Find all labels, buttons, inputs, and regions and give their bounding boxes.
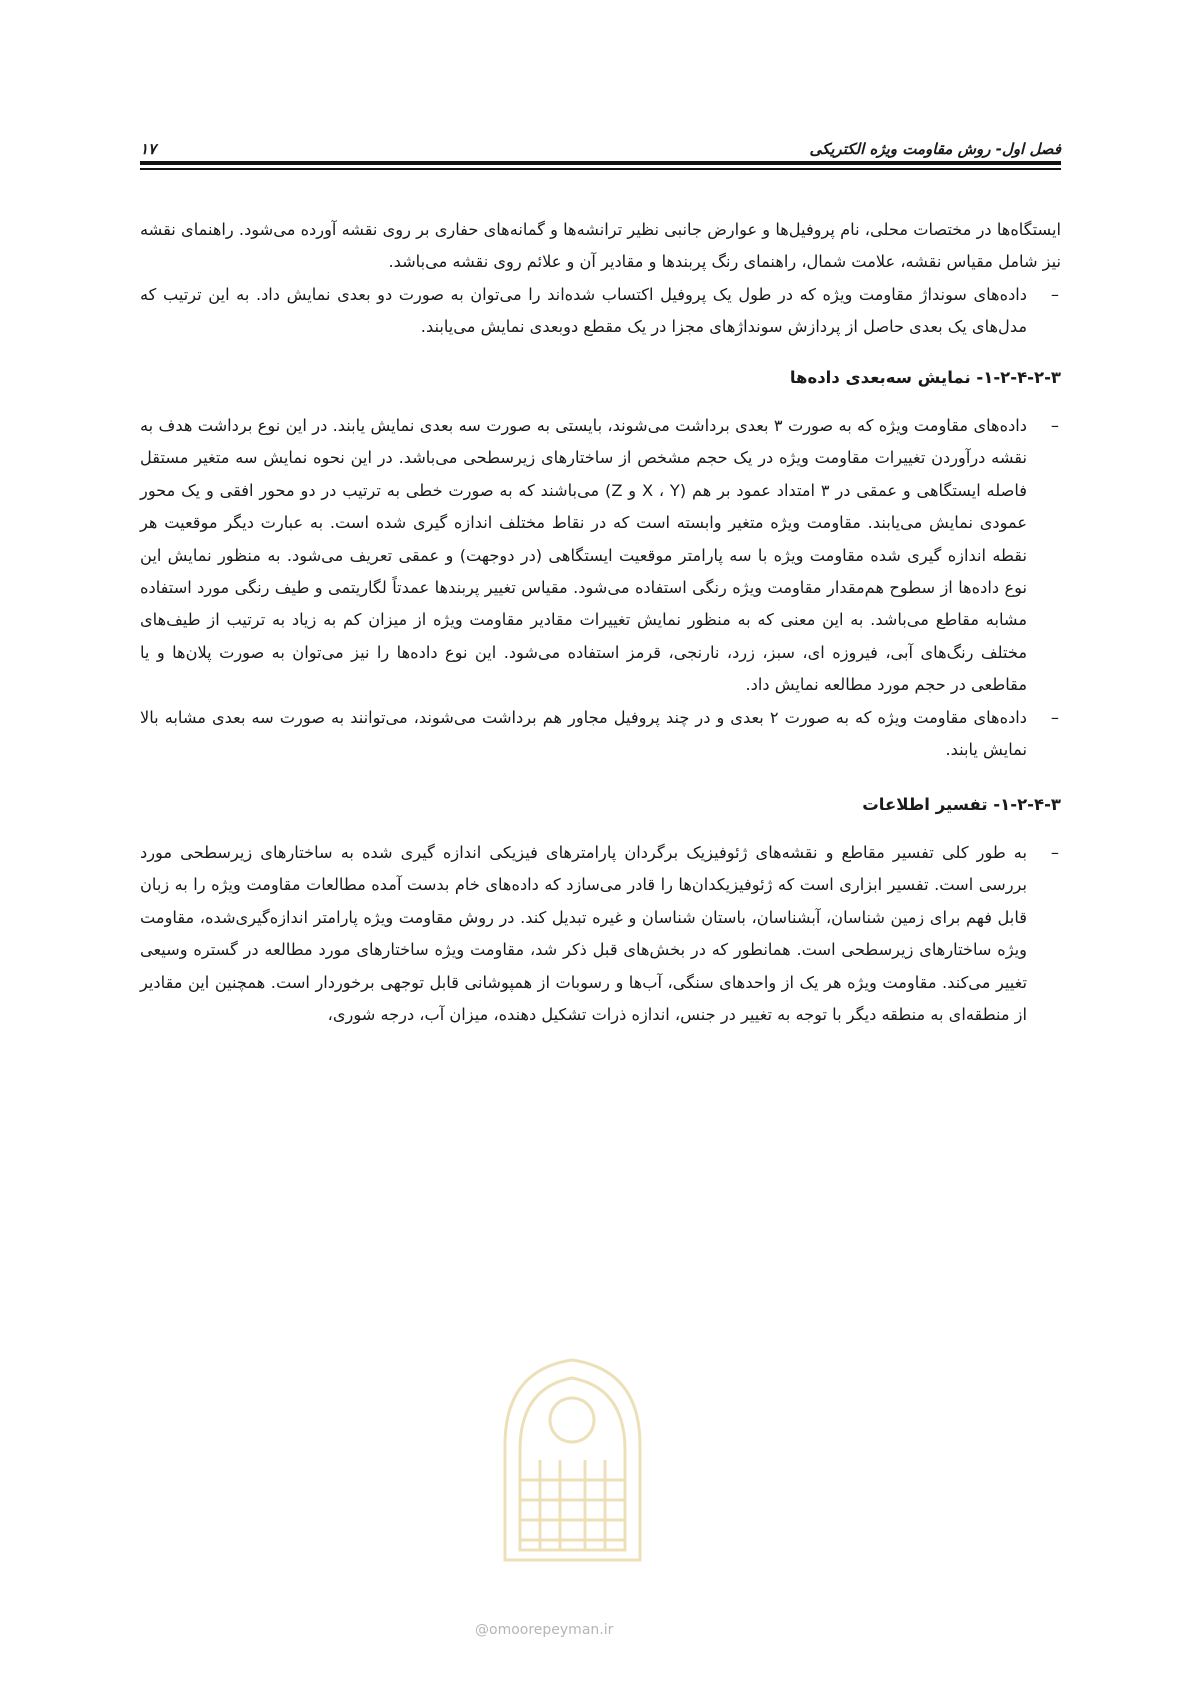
section-heading-3d-display: ۱-۲-۴-۲-۳- نمایش سه‌بعدی داده‌ها	[789, 367, 1061, 387]
page-number: ۱۷	[140, 140, 157, 158]
intro-bullet	[140, 279, 1061, 344]
section1-bullet-2	[140, 702, 1061, 767]
watermark-site-url: @omoorepeyman.ir	[475, 1622, 614, 1638]
section2-bullet-1	[140, 837, 1061, 1031]
dash-marker: –	[1050, 284, 1059, 304]
dash-marker: –	[1050, 416, 1059, 436]
bullet-text: داده‌های مقاومت ویژه که به صورت ۳ بعدی برداشت می‌شوند، بایستی به صورت سه بعدی نمایش یابند. در این نوع برداشت هدف به نقشه درآوردن تغییرات مقاومت ویژه در یک حجم مشخص از ساختارهای زیرسطحی می‌باشد. در این نحوه نمایش سه متغیر مستقل فاصله ایستگاهی و عمقی در ۳ امتداد عمود بر هم (X ، Y و Z) می‌باشند که به صورت خطی به ترتیب در دو محور افقی و یک محور عمودی نمایش می‌یابند. مقاومت ویژه متغیر وابسته است که در نقاط مختلف اندازه گیری شده است. به عبارت دیگر موقعیت هر نقطه اندازه گیری شده مقاومت ویژه با سه پارامتر موقعیت ایستگاهی (در دوجهت) و عمقی تعریف می‌شود. به منظور نمایش این نوع داده‌ها از سطوح هم‌مقدار مقاومت ویژه رنگی استفاده می‌شود. مقیاس تغییر پربندها عمدتاً لگاریتمی و طیف رنگی مورد استفاده مشابه مقاطع می‌باشد. به این معنی که به منظور نمایش تغییرات مقادیر مقاومت ویژه از میزان کم به زیاد به ترتیب از طیف‌های مختلف رنگ‌های آبی، فیروزه ای، سبز، زرد، نارنجی، قرمز استفاده می‌شود. این نوع داده‌ها را نیز می‌توان به صورت پلان‌ها و یا مقاطعی در حجم مورد مطالعه نمایش داد.	[140, 416, 1028, 695]
bullet-text: به طور کلی تفسیر مقاطع و نقشه‌های ژئوفیزیک برگردان پارامترهای فیزیکی اندازه گیری شده به ساختارهای زیرسطحی مورد بررسی است. تفسیر ابزاری است که ژئوفیزیکدان‌ها را قادر می‌سازد که داده‌های خام بدست آمده مطالعات مقاومت ویژه را به زبان قابل فهم برای زمین شناسان، آبشناسان، باستان شناسان و غیره تبدیل کند. در روش مقاومت ویژه پارامتر اندازه‌گیری‌شده، مقاومت ویژه ساختارهای زیرسطحی است. همانطور که در بخش‌های قبل ذکر شد، مقاومت ویژه ساختارهای مورد مطالعه در گستره وسیعی تغییر می‌کند. مقاومت ویژه هر یک از واحدهای سنگی، آب‌ها و رسوبات از همپوشانی قابل توجهی برخوردار است. همچنین این مقادیر از منطقه‌ای به منطقه دیگر با توجه به تغییر در جنس، اندازه ذرات تشکیل دهنده، میزان آب، درجه شوری،	[140, 842, 1027, 1024]
dash-marker: –	[1050, 842, 1059, 862]
dash-marker: –	[1050, 707, 1059, 727]
header-rule-thin	[140, 168, 1061, 170]
bullet-text: داده‌های مقاومت ویژه که به صورت ۲ بعدی و در چند پروفیل مجاور هم برداشت می‌شوند، می‌توانند به صورت سه بعدی مشابه بالا نمایش یابند.	[140, 707, 1027, 760]
section1-bullet-1	[140, 410, 1061, 702]
watermark-seal-icon	[485, 1350, 660, 1570]
page-header	[140, 128, 1061, 158]
intro-paragraph: ایستگاه‌ها در مختصات محلی، نام پروفیل‌ها و عوارض جانبی نظیر ترانشه‌ها و گمانه‌های حفاری بر روی نقشه آورده می‌شود. راهنمای نقشه نیز شامل مقیاس نقشه، علامت شمال، راهنمای رنگ پربندها و مقادیر آن و علائم روی نقشه می‌باشد.	[140, 220, 1061, 272]
header-rule-thick	[140, 161, 1061, 165]
page-body	[140, 214, 1061, 1031]
chapter-title: فصل اول- روش مقاومت ویژه الکتریکی	[809, 140, 1061, 158]
bullet-text: داده‌های سونداژ مقاومت ویژه که در طول یک پروفیل اکتساب شده‌اند را می‌توان به صورت دو بعدی نمایش داد. به این ترتیب که مدل‌های یک بعدی حاصل از پردازش سونداژهای مجزا در یک مقطع دوبعدی نمایش می‌یابند.	[140, 284, 1027, 337]
section-heading-interpretation: ۱-۲-۴-۳- تفسیر اطلاعات	[862, 794, 1061, 814]
